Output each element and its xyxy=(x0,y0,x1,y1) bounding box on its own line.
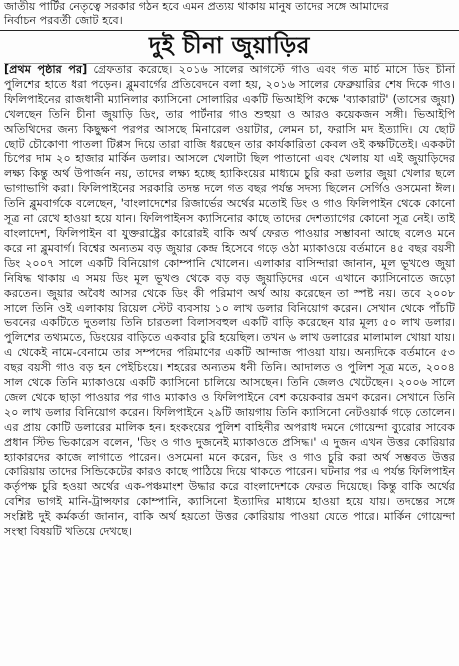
previous-article-line: জাতীয় পার্টির নেতৃত্বে সরকার গঠন হবে এমন প্রত্যয় থাকায় মানুষ তাদের সঙ্গে আমাদের xyxy=(4,0,389,13)
article-text: গ্রেফতার করেছে। ২০১৬ সালের আগস্টে গাও এবং গত মার্চ মাসে ডিং চীনা পুলিশের হাতে ধরা পড়েন। ব্লুমবার্গের প্রতিবেদনে বলা হয়, ২০১৬ সালের ফেব্রুয়ারির শেষ দিকে গাও। ফিলিপাইনের রাজধানী ম্যানিলার ক্যাসিনো সোলারির একটি ভিআইপি কক্ষে 'ব্যাকারাট' (তাসের জুয়া) খেলছেন তিনি চীনা জুয়াড়ি ডিং, তার পার্টনার গাও শুহুয়া ও আরও কয়েকজন সঙ্গী। ভিআইপি অতিথিদের জন্য কিছুক্ষণ পরপর আসছে মিনারেল ওয়াটার, লেমন চা, ফরাসি মদ ইত্যাদি। যে ছোট ছোট চৌকোণা পাতলা টিপ্পস দিয়ে তারা বাজি ধরছেন তার কার্যকারিতা কেবল ওই কক্ষটিতেই। এককটা চিপের দাম ২০ হাজার মার্কিন ডলার। আসলে খেলাটা ছিল পাতানো এবং খেলায় যা এই জুয়াড়িদের লক্ষ্য কিন্তু অর্থ উপার্জন নয়, তাদের লক্ষ্য হচ্ছে হ্যাকিংয়ের মাধ্যমে চুরি করা ডলার জুয়া খেলার ছলে ভাগাভাগি করা। ফিলিপাইনের সরকারি তদন্ত দলে গত বছর পর্যন্ত সদস্য ছিলেন সের্গিও ওসমেনা ঈল। তিনি ব্লুমবার্গকে বলেছেন, 'বাংলাদেশের রিজার্ভের অর্থের মতোই ডিং ও গাও ফিলিপাইন থেকে কোনো সূত্র না রেখে হাওয়া হয়ে যান। ফিলিপাইনস ক্যাসিনোর কাছে তাদের দেশত্যাগের কোনো সূত্র নেই। তাই বাংলাদেশ, ফিলিপাইন বা যুক্তরাষ্ট্রের কারোরই বাকি অর্থ ফেরত পাওয়ার সম্ভাবনা আছে বলেও মনে করে না ব্লুমবার্গ। বিশ্বের অন্যতম বড় জুয়ার কেন্দ্র হিসেবে গড়ে ওঠা ম্যাকাওয়ে বর্তমানে ৪৫ বছর বয়সী ডিং ২০০৭ সালে একটি বিনিয়োগ কোম্পানি খোলেন। এলাকার বাসিন্দারা জানান, মূল ভূখণ্ডে জুয়া নিষিদ্ধ থাকায় এ সময় ডিং মূল ভূখণ্ড থেকে বড় বড় জুয়াড়িদের এনে এখানে ক্যাসিনোতে জড়ো করতেন। জুয়ার অবৈধ আসর থেকে ডিং কী পরিমাণ অর্থ আয় করেছেন তা স্পষ্ট নয়। তবে ২০০৮ সালে তিনি ওই এলাকায় রিয়েল স্টেট ব্যবসায় ১০ লাখ ডলার বিনিয়োগ করেন। সেখান থেকে পাঁচটি ভবনের একটিতে দুতলায় তিনি চারতলা বিলাসবহুল একটি বাড়ি করেছেন যার মূল্য ৫০ লাখ ডলার। পুলিশের তথ্যমতে, ডিংয়ের বাড়িতে একবার চুরি হয়েছিল। তখন ৬ লাখ ডলারের মালামাল খোয়া যায়। এ থেকেই নামে-বেনামে তার সম্পদের পরিমাণের একটি আন্দাজ পাওয়া যায়। অন্যদিকে বর্তমানে ৫৩ বছর বয়সী গাও বড় হন পেইচিংয়ে। শহরের অন্যতম ধনী তিনি। আদালত ও পুলিশ সূত্র মতে, ২০০৪ সাল থেকে তিনি ম্যাকাওয়ে একটি ক্যাসিনো চালিয়ে আসছেন। তিনি জেলও খেটেছেন। ২০০৬ সালে জেল থেকে ছাড়া পাওয়ার পর গাও ম্যাকাও ও ফিলিপাইনে বেশ কয়েকবার ভ্রমণ করেন। সেখানে তিনি ২০ লাখ ডলার বিনিয়োগ করেন। ফিলিপাইনে ২৯টি জায়গায় তিনি ক্যাসিনো নেটওয়ার্ক গড়ে তোলেন। এর প্রায় কোটি ডলারের মালিক হন। হংকংয়ের পুলিশ বাহিনীর অপরাধ দমনে গোয়েন্দা ব্যুরোর সাবেক প্রধান স্টিভ ভিকারেস বলেন, 'ডিং ও গাও দুজনেই ম্যাকাওতে প্রসিদ্ধ।' এ দুজন এখন উত্তর কোরিয়ার হ্যাকারদের কাজে লাগাতে পারেন। ওসমেনা মনে করেন, ডিং ও গাও চুরি করা অর্থ সম্ভবত উত্তর কোরিয়ায় তাদের সিন্ডিকেটের কারও কাছে পাঠিয়ে দিয়ে থাকতে পারেন। ঘটনার পর এ পর্যন্ত ফিলিপাইন কর্তৃপক্ষ চুরি হওয়া অর্থের এক-পঞ্চমাংশ উদ্ধার করে বাংলাদেশকে ফেরত দিয়েছে। কিন্তু বাকি অর্থের বেশির ভাগই মানি-ট্রান্সফার কোম্পানি, ক্যাসিনো ইত্যাদির মাধ্যমে হাওয়া হয়ে যায়। তদন্তের সঙ্গে সংশ্লিষ্ট দুই কর্মকর্তা জানান, বাকি অর্থ হয়তো উত্তর কোরিয়ায় পাওয়া যেতে পারে। মার্কিন গোয়েন্দা সংস্থা বিষয়টি খতিয়ে দেখছে। xyxy=(4,63,455,539)
previous-article-tail xyxy=(0,0,459,31)
article-paragraph xyxy=(4,63,455,540)
article-headline: দুই চীনা জুয়াড়ির xyxy=(149,33,310,59)
continuation-marker: [প্রথম পৃষ্ঠার পর] xyxy=(4,63,88,76)
previous-article-line: নির্বাচন পরবর্তী জোট হবে। xyxy=(4,14,123,27)
divider xyxy=(4,63,455,64)
article-body xyxy=(4,63,455,662)
